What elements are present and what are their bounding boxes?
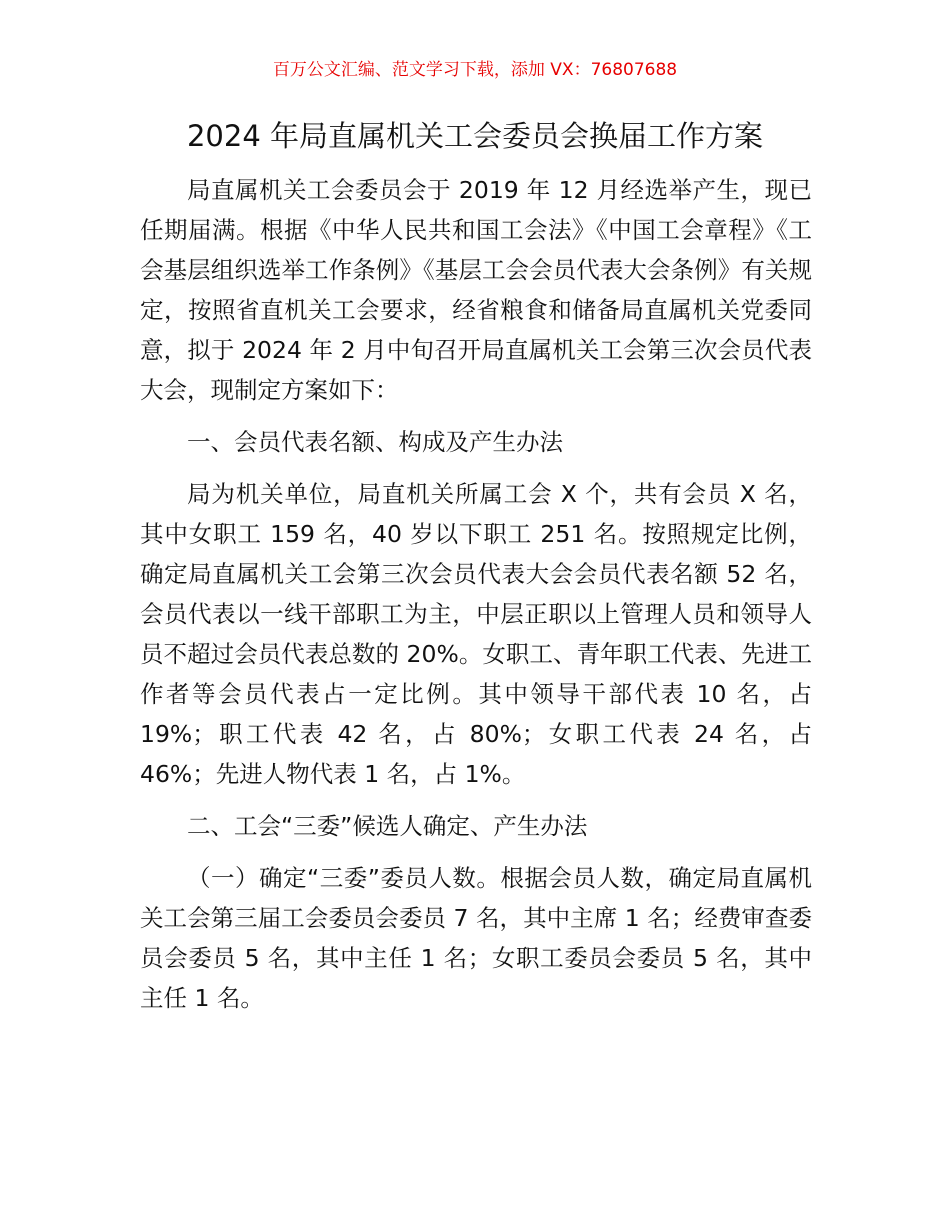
document-body [140,170,812,1018]
section-heading-1: 一、会员代表名额、构成及产生办法 [187,428,563,456]
document-title: 2024 年局直属机关工会委员会换届工作方案 [186,119,764,153]
paragraph-representatives: 局为机关单位，局直机关所属工会 X 个，共有会员 X 名，其中女职工 159 名，40 岁以下职工 251 名。按照规定比例，确定局直属机关工会第三次会员代表大会会员代表名额 52 名，会员代表以一线干部职工为主，中层正职以上管理人员和领导人员不超过会员代表总数的 20%。女职工、青年职工代表、先进工作者等会员代表占一定比例。其中领导干部代表 10 名，占 19%；职工代表 42 名，占 80%；女职工代表 24 名，占 46%；先进人物代表 1 名，占 1%。 [140,480,812,788]
paragraph-intro: 局直属机关工会委员会于 2019 年 12 月经选举产生，现已任期届满。根据《中华人民共和国工会法》《中国工会章程》《工会基层组织选举工作条例》《基层工会会员代表大会条例》有关规定，按照省直机关工会要求，经省粮食和储备局直属机关党委同意，拟于 2024 年 2 月中旬召开局直属机关工会第三次会员代表大会，现制定方案如下： [140,176,812,404]
section-heading-2: 二、工会“三委”候选人确定、产生办法 [187,812,588,840]
watermark-header: 百万公文汇编、范文学习下载，添加 VX：76807688 [272,60,678,80]
paragraph-committee-count: （一）确定“三委”委员人数。根据会员人数，确定局直属机关工会第三届工会委员会委员 7 名，其中主席 1 名；经费审查委员会委员 5 名，其中主任 1 名；女职工委员会委员 5 名，其中主任 1 名。 [140,864,812,1012]
